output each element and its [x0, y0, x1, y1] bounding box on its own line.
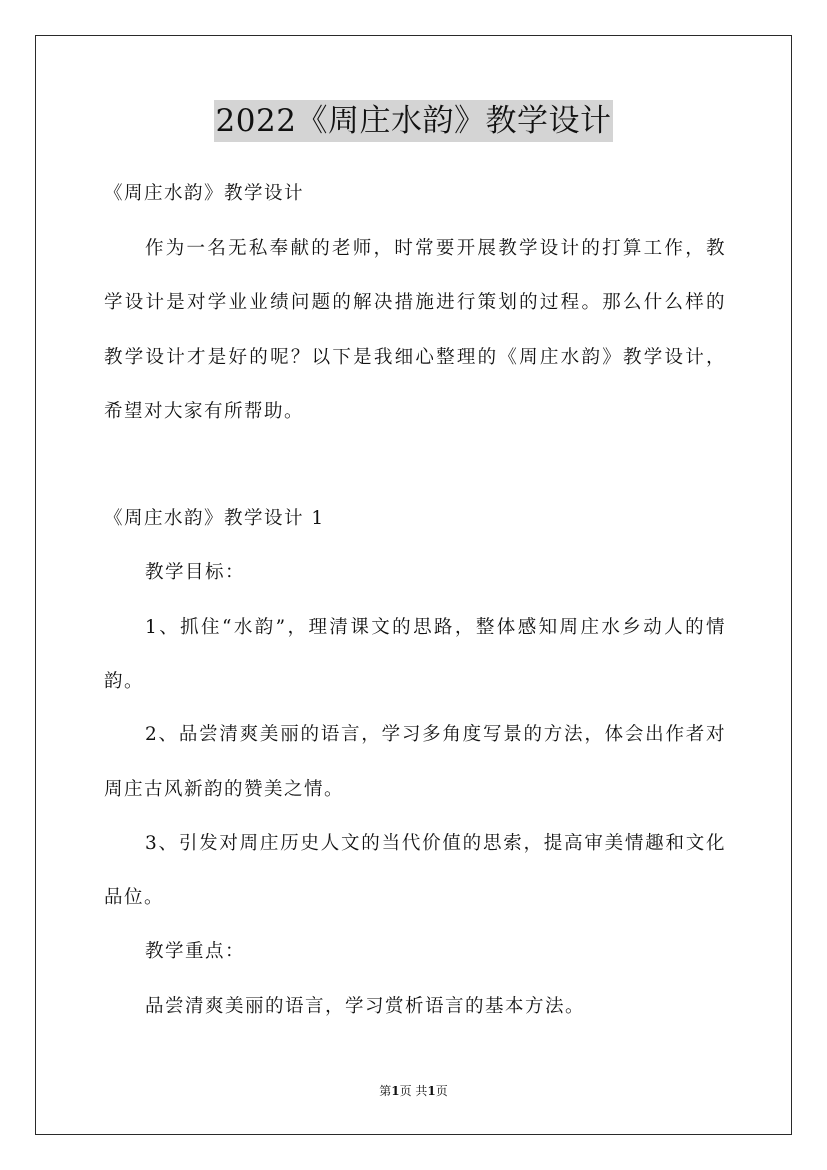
key-points-label: 教学重点： — [145, 941, 246, 962]
intro-line-4: 希望对大家有所帮助。 — [104, 401, 305, 422]
title-container — [0, 100, 827, 142]
footer-page-total: 1 — [427, 1084, 436, 1098]
key-point-text: 品尝清爽美丽的语言，学习赏析语言的基本方法。 — [145, 996, 586, 1017]
intro-line-1: 作为一名无私奉献的老师，时常要开展教学设计的打算工作，教 — [145, 238, 726, 259]
goal-1-line-1: 1、抓住“水韵”，理清课文的思路，整体感知周庄水乡动人的情 — [145, 617, 726, 638]
intro-line-2: 学设计是对学业业绩问题的解决措施进行策划的过程。那么什么样的 — [104, 292, 726, 313]
goal-1-line-2: 韵。 — [104, 671, 145, 692]
document-title: 2022《周庄水韵》教学设计 — [214, 100, 614, 142]
goal-3-line-1: 3、引发对周庄历史人文的当代价值的思索，提高审美情趣和文化 — [145, 833, 726, 854]
footer-mid: 页 共 — [399, 1084, 428, 1098]
section-heading: 《周庄水韵》教学设计 1 — [104, 508, 325, 529]
goal-2-line-2: 周庄古风新韵的赞美之情。 — [104, 779, 345, 800]
goal-3-line-2: 品位。 — [104, 887, 165, 908]
goals-label: 教学目标： — [145, 562, 246, 583]
goal-2-line-1: 2、品尝清爽美丽的语言，学习多角度写景的方法，体会出作者对 — [145, 724, 726, 745]
document-subtitle: 《周庄水韵》教学设计 — [104, 183, 305, 204]
intro-line-3: 教学设计才是好的呢？以下是我细心整理的《周庄水韵》教学设计， — [104, 347, 726, 368]
page-footer — [0, 1083, 827, 1099]
footer-prefix: 第 — [379, 1084, 392, 1098]
footer-suffix: 页 — [435, 1084, 448, 1098]
footer-page-current: 1 — [391, 1084, 400, 1098]
